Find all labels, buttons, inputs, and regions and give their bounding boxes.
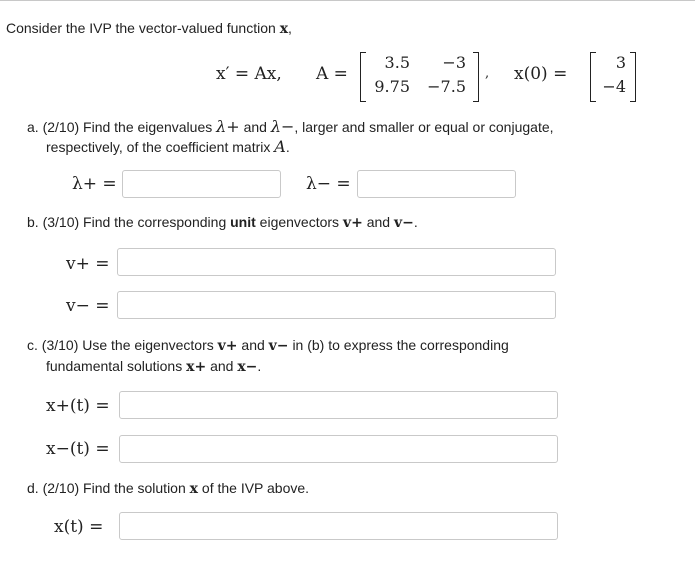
part-a-text: a. (2/10) Find the eigenvalues [27,119,213,135]
part-a-matrix-symbol: A [274,137,286,156]
part-d-text: d. (2/10) Find the solution [27,480,186,496]
part-c-text-2: in (b) to express the corresponding [292,337,509,353]
vplus-input[interactable] [117,248,556,276]
solution-label: x(t) = [54,517,104,537]
intro-label: Consider the IVP the vector-valued function [6,20,276,36]
initial-condition-label: x(0) = [514,64,568,84]
part-b-question [27,214,418,231]
part-a-text-3: respectively, of the coefficient matrix [46,139,271,155]
ic-vector-entry-1: 3 [615,53,626,72]
part-d-text-2: of the IVP above. [201,480,310,496]
part-a-question-line-2 [46,137,290,156]
part-b-period: . [413,214,418,230]
ode-expression: x′ = Ax, [216,64,282,84]
xminus-label: x−(t) = [46,439,110,459]
part-b-text-2: eigenvectors [259,214,340,230]
vplus-label: v+ = [66,254,110,274]
vminus-label: v− = [66,296,110,316]
part-b-bold-unit: unit [230,214,256,230]
ic-right-bracket [630,52,636,102]
vminus-input[interactable] [117,291,556,319]
part-a-lambda-minus: λ− [270,117,295,136]
lambda-plus-input[interactable] [122,170,281,198]
matrix-cell-21: 9.75 [374,77,410,96]
part-c-xminus: x− [237,359,258,375]
xplus-label: x+(t) = [46,396,110,416]
matrix-cell-22: −7.5 [427,77,466,96]
part-c-vminus: v− [268,338,289,354]
matrix-right-bracket [473,52,479,102]
matrix-cell-11: 3.5 [384,53,410,72]
intro-var: x [279,21,289,37]
solution-input[interactable] [119,512,558,540]
part-a-period: . [285,139,290,155]
part-c-xplus: x+ [186,359,207,375]
part-d-xvar: x [189,481,199,497]
intro-text [6,20,292,37]
part-b-vminus: v− [393,215,414,231]
lambda-minus-label: λ− = [306,174,351,194]
part-a-question-line-1 [27,117,554,136]
part-a-text-2: , larger and smaller or equal or conjugate, [294,119,554,135]
lambda-minus-input[interactable] [357,170,516,198]
top-divider [0,0,695,4]
part-c-and-2: and [210,358,234,374]
matrix-a-label: A = [316,64,348,84]
xplus-input[interactable] [119,391,558,419]
equation-separator: , [485,66,490,81]
part-c-vplus: v+ [217,338,238,354]
matrix-cell-12: −3 [442,53,466,72]
part-b-text: b. (3/10) Find the corresponding [27,214,227,230]
part-b-vplus: v+ [342,215,363,231]
part-b-and: and [366,214,391,230]
lambda-plus-label: λ+ = [72,174,117,194]
part-c-period: . [257,358,262,374]
part-c-text-3: fundamental solutions [46,358,183,374]
part-c-question-line-1 [27,337,509,354]
matrix-left-bracket [360,52,366,102]
intro-comma: , [288,20,292,36]
part-d-question [27,480,309,497]
part-a-and: and [243,119,267,135]
xminus-input[interactable] [119,435,558,463]
ic-vector-entry-2: −4 [602,77,626,96]
part-a-lambda-plus: λ+ [216,117,240,136]
part-c-and: and [241,337,265,353]
part-c-text: c. (3/10) Use the eigenvectors [27,337,214,353]
part-c-question-line-2 [46,358,261,375]
